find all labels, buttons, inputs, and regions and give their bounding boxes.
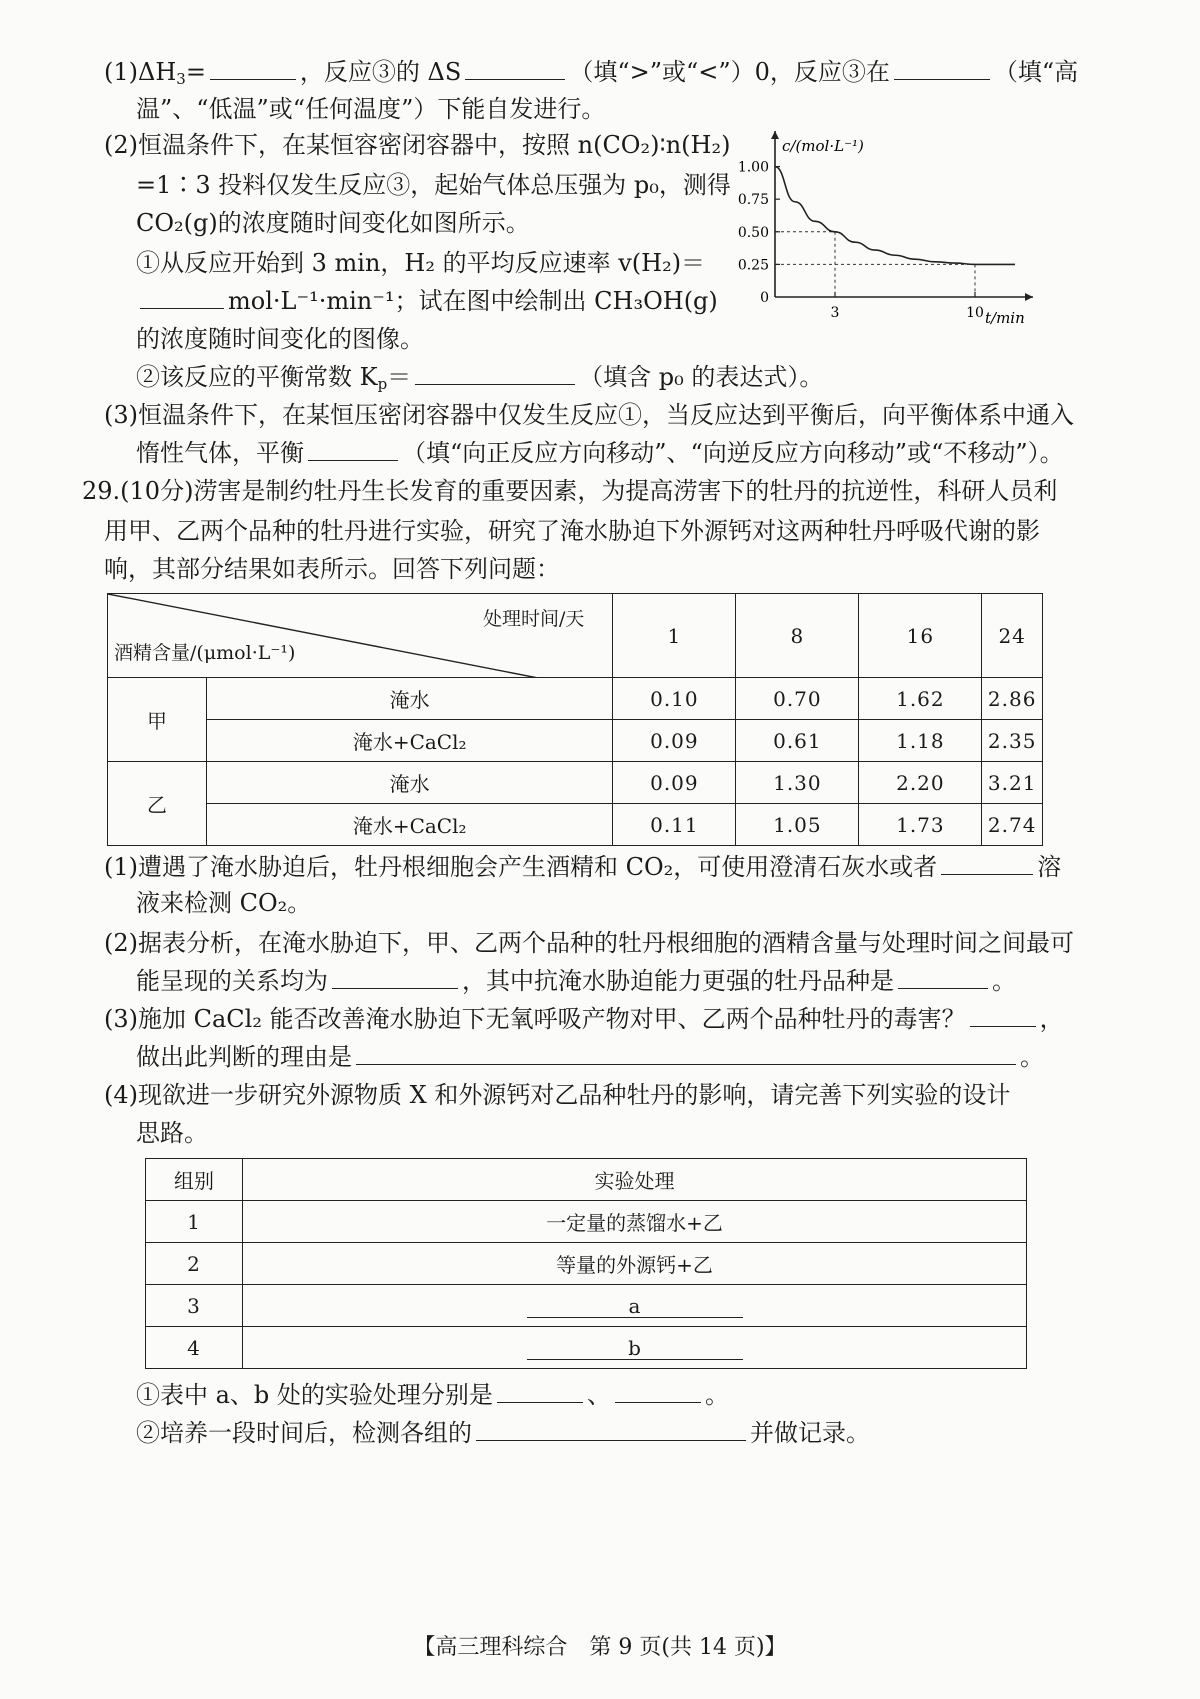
value-cell: 0.11	[613, 804, 736, 846]
diagonal-line	[108, 594, 538, 678]
q28-2-line2: =1∶3 投料仅发生反应③，起始气体总压强为 p₀，测得	[136, 171, 731, 199]
page-footer: 【高三理科综合 第 9 页(共 14 页)】	[413, 1635, 787, 1660]
treatment-cell: 淹水+CaCl₂	[207, 720, 613, 762]
answer-blank[interactable]	[332, 964, 458, 989]
y-axis-arrow	[771, 131, 779, 139]
concentration-time-chart	[730, 125, 1040, 335]
q28-2-line7: ②该反应的平衡常数 $K_p=$ （填含 p₀ 的表达式）。	[136, 360, 823, 401]
answer-blank[interactable]	[140, 284, 224, 309]
corner-top-label: 处理时间/天	[482, 608, 585, 630]
q29-1-line2: 液来检测 CO₂。	[136, 889, 312, 917]
q29-1-line1: (1)遭遇了淹水胁迫后，牡丹根细胞会产生酒精和 CO₂，可使用澄清石灰水或者 溶	[104, 850, 1061, 884]
day-header: 8	[736, 594, 859, 678]
q29-intro-line2: 用甲、乙两个品种的牡丹进行实验，研究了淹水胁迫下外源钙对这两种牡丹呼吸代谢的影	[104, 517, 1040, 545]
answer-blank[interactable]	[415, 360, 575, 385]
co2-curve	[775, 167, 1015, 265]
treatment-cell: 淹水	[207, 762, 613, 804]
answer-blank[interactable]	[497, 1378, 583, 1403]
y-tick-label: 1.00	[737, 159, 769, 176]
x-tick-label: 3	[830, 305, 840, 321]
q29-3-line2: 做出此判断的理由是 。	[136, 1040, 1044, 1074]
q28-3-line1: (3)恒温条件下，在某恒压密闭容器中仅发生反应①，当反应达到平衡后，向平衡体系中通入	[104, 401, 1074, 429]
group-id-cell: 2	[146, 1243, 243, 1285]
alcohol-content-table	[107, 593, 1043, 846]
q29-3-line1: (3)施加 CaCl₂ 能否改善淹水胁迫下无氧呼吸产物对甲、乙两个品种牡丹的毒害？ ，	[104, 1002, 1064, 1036]
x-axis-label: t/min	[985, 309, 1025, 327]
header-group: 组别	[146, 1159, 243, 1201]
table-corner-cell	[108, 594, 613, 678]
y-tick-label: 0.25	[737, 257, 769, 274]
q28-2-line3: CO₂(g)的浓度随时间变化如图所示。	[136, 209, 530, 237]
q28-2-line6: 的浓度随时间变化的图像。	[136, 325, 424, 353]
q29-4-line2: 思路。	[136, 1119, 208, 1147]
answer-blank[interactable]	[970, 1002, 1036, 1027]
q28-1-line1: $(1)\Delta H_3=$ ，反应③的 ΔS （填“>”或“<”）0，反应③在 （填“高	[104, 55, 1078, 96]
answer-blank[interactable]	[465, 55, 565, 80]
value-cell: 2.20	[859, 762, 982, 804]
answer-blank[interactable]	[894, 55, 990, 80]
q29-4-sub1: ①表中 a、b 处的实验处理分别是 、 。	[136, 1378, 729, 1412]
q29-intro-line1: 29.(10分)涝害是制约牡丹生长发育的重要因素，为提高涝害下的牡丹的抗逆性，科研人员利	[82, 477, 1058, 505]
treatment-cell: 一定量的蒸馏水+乙	[243, 1201, 1027, 1243]
answer-blank[interactable]	[898, 964, 988, 989]
treatment-cell-b[interactable]	[243, 1327, 1027, 1369]
answer-blank[interactable]	[615, 1378, 701, 1403]
value-cell: 1.62	[859, 678, 982, 720]
day-header: 24	[982, 594, 1043, 678]
day-header: 16	[859, 594, 982, 678]
blank-b[interactable]: b	[527, 1337, 743, 1360]
value-cell: 1.30	[736, 762, 859, 804]
value-cell: 3.21	[982, 762, 1043, 804]
treatment-cell: 等量的外源钙+乙	[243, 1243, 1027, 1285]
value-cell: 1.18	[859, 720, 982, 762]
y-tick-label: 0	[760, 290, 769, 306]
q29-2-line1: (2)据表分析，在淹水胁迫下，甲、乙两个品种的牡丹根细胞的酒精含量与处理时间之间最可	[104, 929, 1074, 957]
value-cell: 0.70	[736, 678, 859, 720]
q28-3-line2: 惰性气体，平衡 （填“向正反应方向移动”、“向逆反应方向移动”或“不移动”）。	[136, 436, 1064, 470]
value-cell: 0.09	[613, 762, 736, 804]
value-cell: 2.35	[982, 720, 1043, 762]
value-cell: 0.09	[613, 720, 736, 762]
q29-4-line1: (4)现欲进一步研究外源物质 X 和外源钙对乙品种牡丹的影响，请完善下列实验的设计	[104, 1081, 1011, 1109]
answer-blank[interactable]	[476, 1416, 746, 1441]
answer-blank[interactable]	[941, 850, 1033, 875]
q29-4-sub2: ②培养一段时间后，检测各组的 并做记录。	[136, 1416, 870, 1450]
answer-blank[interactable]	[210, 55, 296, 80]
value-cell: 1.73	[859, 804, 982, 846]
value-cell: 1.05	[736, 804, 859, 846]
y-tick-label: 0.75	[737, 192, 769, 209]
x-tick-label: 10	[966, 305, 984, 321]
group-cell: 甲	[108, 678, 207, 762]
value-cell: 2.86	[982, 678, 1043, 720]
group-id-cell: 3	[146, 1285, 243, 1327]
y-axis-label: c/(mol·L⁻¹)	[782, 137, 864, 155]
q28-2-line4: ①从反应开始到 3 min，H₂ 的平均反应速率 v(H₂)＝	[136, 249, 706, 277]
y-tick-label: 0.50	[737, 224, 769, 241]
header-treatment: 实验处理	[243, 1159, 1027, 1201]
value-cell: 2.74	[982, 804, 1043, 846]
treatment-cell: 淹水	[207, 678, 613, 720]
q29-intro-line3: 响，其部分结果如表所示。回答下列问题：	[104, 555, 560, 583]
treatment-cell: 淹水+CaCl₂	[207, 804, 613, 846]
blank-a[interactable]: a	[527, 1295, 743, 1318]
answer-blank[interactable]	[308, 436, 398, 461]
experiment-design-table	[145, 1158, 1027, 1369]
q29-2-line2: 能呈现的关系均为 ，其中抗淹水胁迫能力更强的牡丹品种是 。	[136, 964, 1016, 998]
q28-2-line1: (2)恒温条件下，在某恒容密闭容器中，按照 n(CO₂)∶n(H₂)	[104, 131, 731, 159]
x-axis-arrow	[1025, 293, 1033, 301]
answer-blank[interactable]	[356, 1040, 1016, 1065]
value-cell: 0.10	[613, 678, 736, 720]
q28-2-line5: mol·L⁻¹·min⁻¹；试在图中绘制出 CH₃OH(g)	[136, 284, 718, 318]
group-id-cell: 1	[146, 1201, 243, 1243]
q28-1-line2: 温”、“低温”或“任何温度”）下能自发进行。	[136, 95, 606, 123]
corner-bottom-label: 酒精含量/(μmol·L⁻¹)	[114, 642, 296, 664]
group-id-cell: 4	[146, 1327, 243, 1369]
value-cell: 0.61	[736, 720, 859, 762]
day-header: 1	[613, 594, 736, 678]
treatment-cell-a[interactable]	[243, 1285, 1027, 1327]
group-cell: 乙	[108, 762, 207, 846]
